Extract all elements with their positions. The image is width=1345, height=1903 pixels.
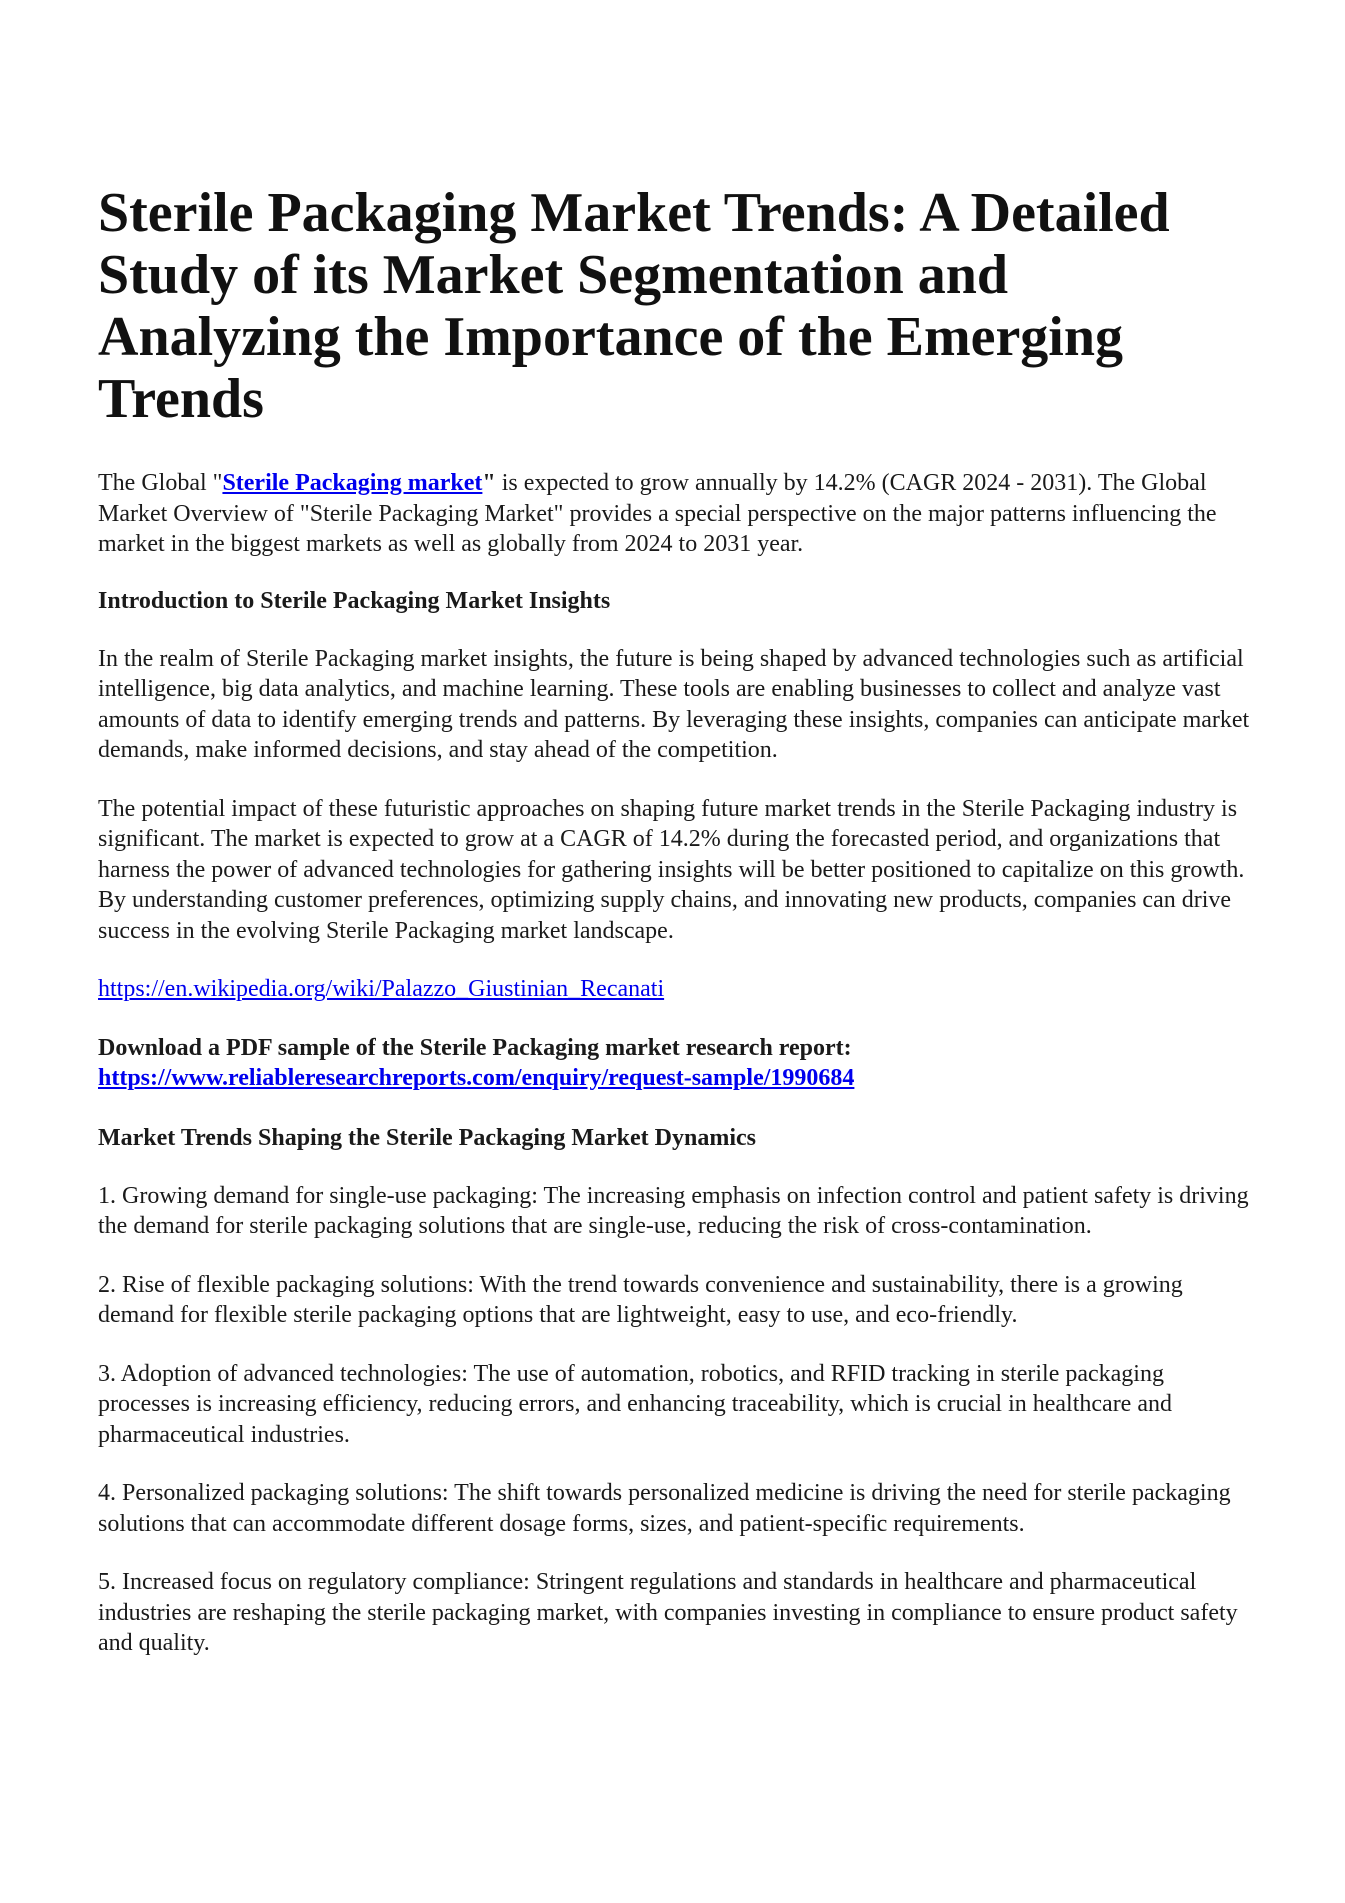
intro-prefix: The Global " — [98, 470, 223, 496]
insights-paragraph-2: The potential impact of these futuristic approaches on shaping future market trends in the Sterile Packaging industry is significant. The market is expected to grow at a CAGR of 14.2% during the forecasted period, and organizations that harness the power of advanced technologies for gathering insights will be better positioned to capitalize on this growth. By understanding customer preferences, optimizing supply chains, and innovating new products, companies can drive success in the evolving Sterile Packaging market landscape. — [98, 795, 1245, 944]
section-heading-trends: Market Trends Shaping the Sterile Packaging Market Dynamics — [98, 1124, 756, 1151]
section-heading-insights: Introduction to Sterile Packaging Market Insights — [98, 587, 611, 614]
download-label: Download a PDF sample of the Sterile Packaging market research report: — [98, 1034, 852, 1061]
intro-quote: " — [482, 470, 496, 496]
wiki-link[interactable]: https://en.wikipedia.org/wiki/Palazzo_Giustinian_Recanati — [98, 976, 665, 1002]
insights-paragraph-1: In the realm of Sterile Packaging market insights, the future is being shaped by advanced technologies such as artificial intelligence, big data analytics, and machine learning. These tools are enabling businesses to collect and analyze vast amounts of data to identify emerging trends and patterns. By leveraging these insights, companies can anticipate market demands, make informed decisions, and stay ahead of the competition. — [98, 645, 1250, 763]
trend-item: 4. Personalized packaging solutions: The shift towards personalized medicine is driving the need for sterile packaging solutions that can accommodate different dosage forms, sizes, and patient-specific requirements. — [98, 1480, 1231, 1537]
trend-item: 2. Rise of flexible packaging solutions: With the trend towards convenience and sustainability, there is a growing demand for flexible sterile packaging options that are lightweight, easy to use, and eco-friendly. — [98, 1271, 1183, 1328]
trend-item: 5. Increased focus on regulatory compliance: Stringent regulations and standards in healthcare and pharmaceutical industries are reshaping the sterile packaging market, with companies investing in compliance to ensure product safety and quality. — [98, 1569, 1238, 1656]
document-page — [98, 182, 1258, 1687]
page-title: Sterile Packaging Market Trends: A Detailed Study of its Market Segmentation and Analyzing the Importance of the Emerging Trends — [98, 182, 1170, 430]
trend-item: 3. Adoption of advanced technologies: The use of automation, robotics, and RFID tracking in sterile packaging processes is increasing efficiency, reducing errors, and enhancing traceability, which is crucial in healthcare and pharmaceutical industries. — [98, 1360, 1172, 1448]
wiki-link-paragraph — [98, 974, 1258, 1005]
market-link[interactable]: Sterile Packaging market — [222, 470, 483, 496]
download-paragraph — [98, 1033, 1258, 1094]
intro-rest: is expected to grow annually by 14.2% (CAGR 2024 - 2031). The Global Market Overview of "Sterile Packaging Market" provides a special perspective on the major patterns influencing the market in the biggest markets as well as globally from 2024 to 2031 year. — [98, 470, 1217, 557]
trend-item: 1. Growing demand for single-use packaging: The increasing emphasis on infection control and patient safety is driving the demand for sterile packaging solutions that are single-use, reducing the risk of cross-contamination. — [98, 1182, 1249, 1239]
sample-request-link[interactable]: https://www.reliableresearchreports.com/enquiry/request-sample/1990684 — [98, 1065, 855, 1091]
intro-paragraph — [98, 468, 1258, 560]
